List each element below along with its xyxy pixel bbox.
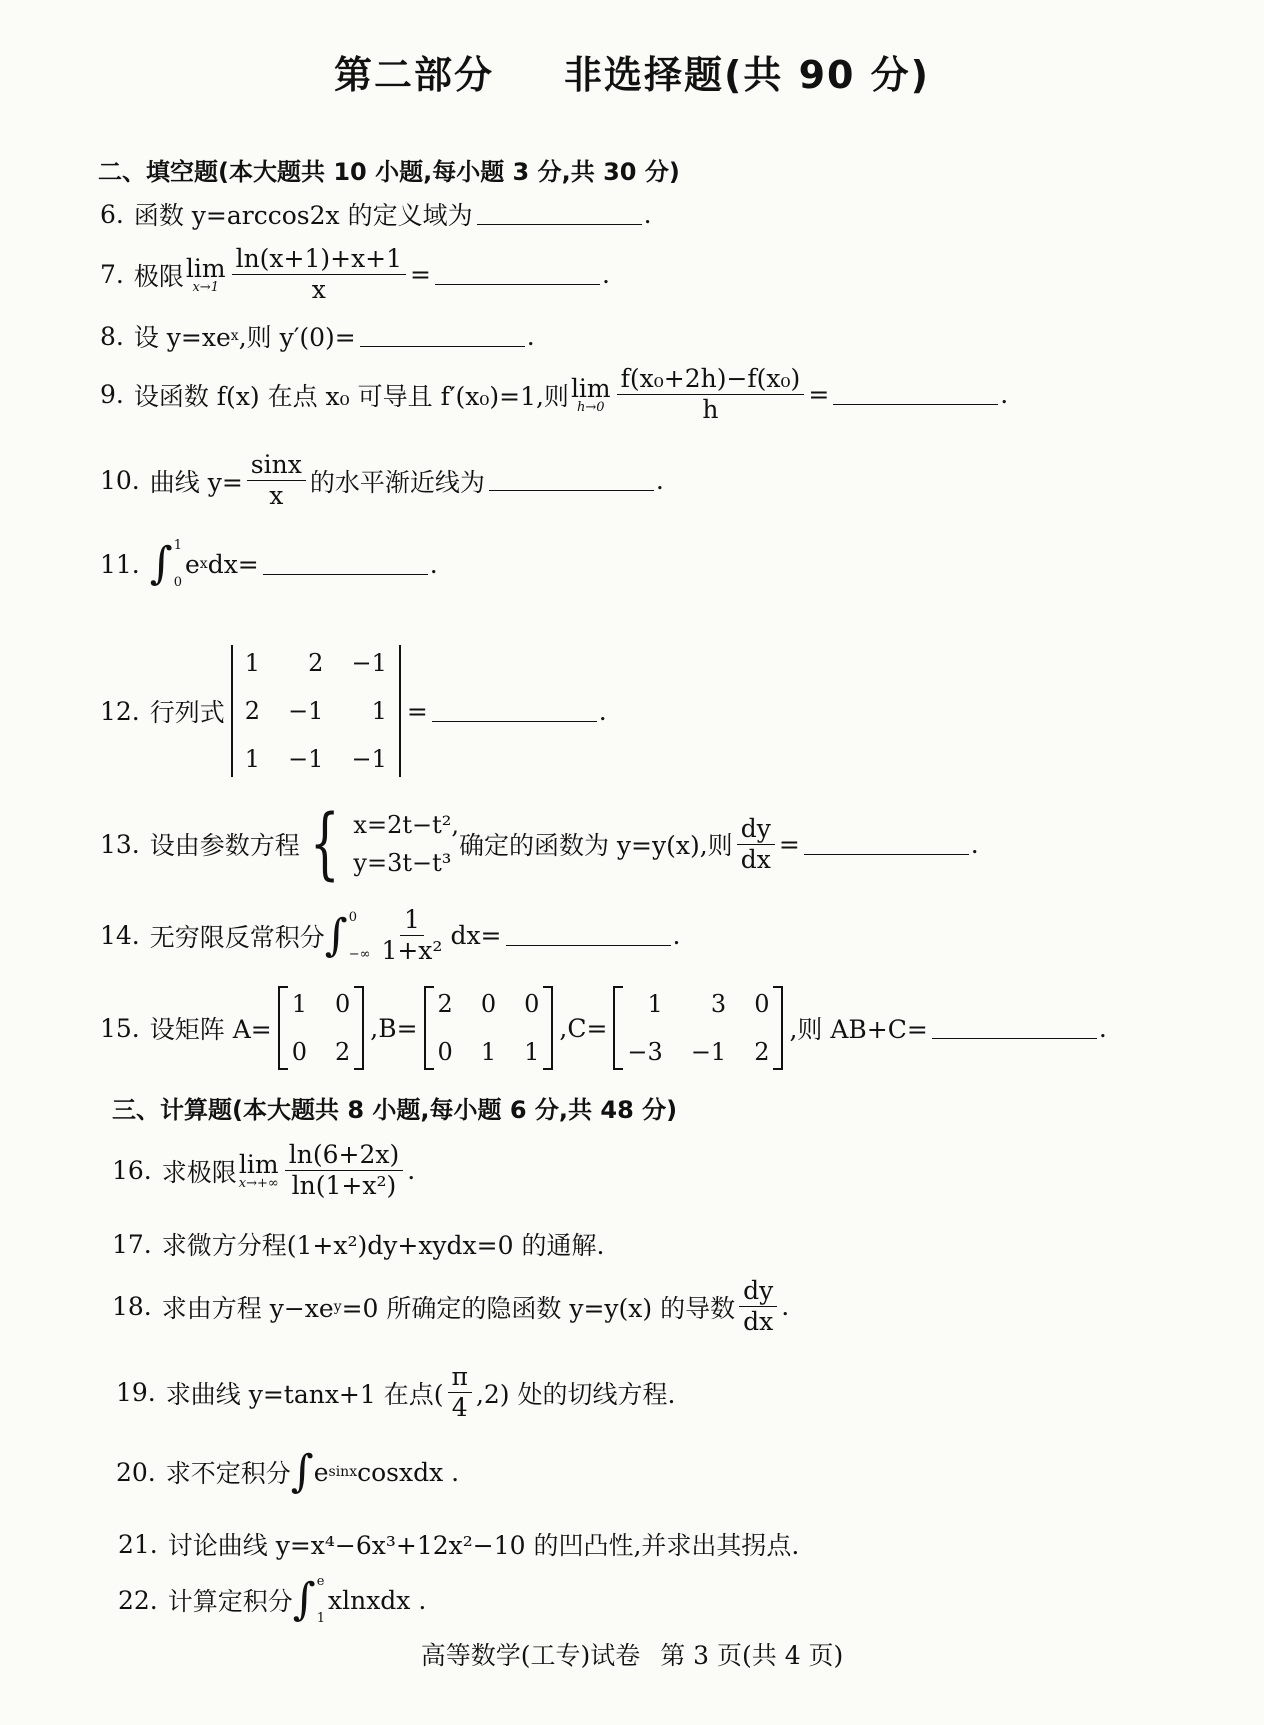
question-10: 10. 曲线 y= $\frac{\sin x}{x}$ 的水平渐近线为 . — [100, 450, 664, 510]
limit-operator: lim x→1 — [185, 253, 226, 295]
fraction: $\frac{1}{\text{1+x²}}$ — [381, 905, 443, 965]
question-text: 计算定积分 — [167, 1587, 293, 1616]
question-text: 求不定积分 — [165, 1459, 291, 1488]
question-number: 14. — [100, 921, 140, 950]
question-20: 20. 求不定积分 ∫ e sinx cosxdx . — [116, 1446, 460, 1497]
question-text: 设由参数方程 — [149, 831, 300, 860]
question-16: 16. 求极限 lim x→+∞ $\frac{\ln(6+2x)}{\text{ln(1+x²)}}$ . — [112, 1140, 416, 1200]
answer-blank — [932, 1018, 1097, 1039]
answer-blank — [833, 384, 998, 405]
answer-blank — [477, 204, 642, 225]
question-21 — [118, 1526, 799, 1562]
question-13: 13. 设由参数方程 { x=2t−t², y=3t−t³ 确定的函数为 y=y(x),则 $\frac{dy}{dx}$ = . — [100, 799, 979, 889]
question-text: 极限 — [133, 261, 184, 291]
fraction: $\frac{dy}{dx}$ — [737, 814, 775, 875]
question-8: 8. 设 y=xe x ,则 y′(0)= . — [100, 318, 535, 354]
page-footer — [0, 1636, 1264, 1672]
limit-operator: lim h→0 — [570, 373, 611, 415]
fraction: $\frac{\text{f(x₀+2h)−f(x₀)}}{h}$ — [617, 364, 805, 425]
question-text: 设 y=xe — [133, 323, 231, 352]
question-number: 9. — [100, 380, 124, 409]
question-number: 16. — [112, 1156, 152, 1185]
matrix-b: 2 0 0 0 1 1 — [424, 986, 554, 1070]
fraction: $\frac{\ln(6+2x)}{\text{ln(1+x²)}}$ — [285, 1140, 403, 1201]
answer-blank — [263, 554, 428, 575]
question-number: 8. — [100, 321, 124, 351]
question-text: 设函数 f(x) 在点 x₀ 可导且 f′(x₀)=1,则 — [133, 381, 569, 411]
page-number: 第 3 页(共 4 页) — [660, 1641, 844, 1670]
question-text: 求极限 — [161, 1157, 237, 1187]
question-number: 10. — [100, 466, 140, 495]
answer-blank — [506, 925, 671, 946]
part-label: 第二部分 — [333, 53, 494, 97]
question-9: 9. 设函数 f(x) 在点 x₀ 可导且 f′(x₀)=1,则 lim h→0 $\frac{\text{f(x₀+2h)−f(x₀)}}{h}$ = . — [100, 364, 1009, 424]
question-number: 12. — [100, 696, 140, 726]
answer-blank — [360, 326, 525, 347]
question-number: 17. — [112, 1229, 152, 1259]
determinant: 1 2 −1 2 −1 1 1 −1 −1 — [231, 645, 401, 777]
question-18: 18. 求由方程 y−xe y =0 所确定的隐函数 y=y(x) 的导数 $\frac{dy}{dx}$ . — [112, 1276, 790, 1336]
fraction: $\frac{\pi}{4}$ — [448, 1362, 472, 1423]
question-text: 设矩阵 A= — [149, 1015, 272, 1044]
integral-sign: ∫ e 1 — [292, 1574, 325, 1626]
integral-sign: ∫ 1 0 — [149, 538, 182, 590]
parametric-system: { x=2t−t², y=3t−t³ — [309, 799, 459, 889]
question-11: 11. ∫ 1 0 e x dx= . — [100, 538, 438, 590]
answer-blank — [804, 834, 969, 855]
fraction: $\frac{dy}{dx}$ — [739, 1276, 777, 1337]
integral-sign: ∫ — [290, 1446, 314, 1497]
section-calculation-heading: 三、计算题(本大题共 8 小题,每小题 6 分,共 48 分) — [112, 1096, 678, 1124]
question-number: 18. — [112, 1292, 152, 1321]
fraction: $\frac{\ln(x+1)+x+1}{x}$ — [232, 244, 406, 305]
fraction: $\frac{\sin x}{x}$ — [247, 450, 306, 511]
question-text: 行列式 — [149, 698, 225, 727]
answer-blank — [432, 701, 597, 722]
integral-sign: ∫ 0 −∞ — [324, 909, 371, 962]
answer-blank — [435, 264, 600, 285]
question-text: 的水平渐近线为 — [309, 467, 485, 497]
question-text: 无穷限反常积分 — [149, 922, 325, 952]
question-text: 求曲线 y=tanx+1 在点( — [165, 1379, 444, 1409]
question-7: 7. 极限 lim x→1 $\frac{\ln(x+1)+x+1}{x}$ = . — [100, 244, 610, 304]
matrix-a: 1 0 0 2 — [278, 986, 365, 1070]
course-name: 高等数学(工专)试卷 — [420, 1641, 641, 1670]
matrix-c: 1 3 0 −3 −1 2 — [613, 986, 783, 1070]
question-number: 20. — [116, 1457, 156, 1487]
question-14: 14. 无穷限反常积分 ∫ 0 −∞ $\frac{1}{\text{1+x²}}$ dx= . — [100, 905, 681, 965]
question-17 — [112, 1226, 604, 1262]
question-number: 22. — [118, 1585, 158, 1615]
question-number: 11. — [100, 549, 140, 579]
page-title — [0, 44, 1264, 99]
question-19: 19. 求曲线 y=tanx+1 在点( $\frac{\pi}{4}$ ,2) 处的切线方程. — [116, 1362, 676, 1422]
question-text: 求由方程 y−xe — [161, 1293, 334, 1323]
question-text: 函数 y=arccos2x 的定义域为 — [133, 201, 473, 230]
question-text: 求微方分程(1+x²)dy+xydx=0 的通解. — [161, 1231, 605, 1260]
question-number: 15. — [100, 1013, 140, 1043]
question-number: 7. — [100, 260, 124, 289]
question-22: 22. 计算定积分 ∫ e 1 xlnxdx . — [118, 1574, 427, 1626]
question-6: 6. 函数 y=arccos2x 的定义域为 . — [100, 196, 652, 232]
question-number: 19. — [116, 1378, 156, 1407]
question-number: 13. — [100, 829, 140, 859]
answer-blank — [489, 470, 654, 491]
question-number: 21. — [118, 1529, 158, 1559]
question-text: 讨论曲线 y=x⁴−6x³+12x²−10 的凹凸性,并求出其拐点. — [167, 1531, 800, 1560]
question-number: 6. — [100, 199, 124, 229]
limit-operator: lim x→+∞ — [238, 1149, 279, 1191]
section-label: 非选择题(共 90 分) — [563, 53, 931, 97]
question-15: 15. 设矩阵 A= 1 0 0 2 ,B= 2 0 0 0 1 1 ,C= 1 3 0 −3 −1 2 ,则 AB+C= . — [100, 986, 1107, 1070]
question-12: 12. 行列式 1 2 −1 2 −1 1 1 −1 −1 = . — [100, 645, 607, 777]
section-fill-in-heading: 二、填空题(本大题共 10 小题,每小题 3 分,共 30 分) — [98, 158, 680, 186]
